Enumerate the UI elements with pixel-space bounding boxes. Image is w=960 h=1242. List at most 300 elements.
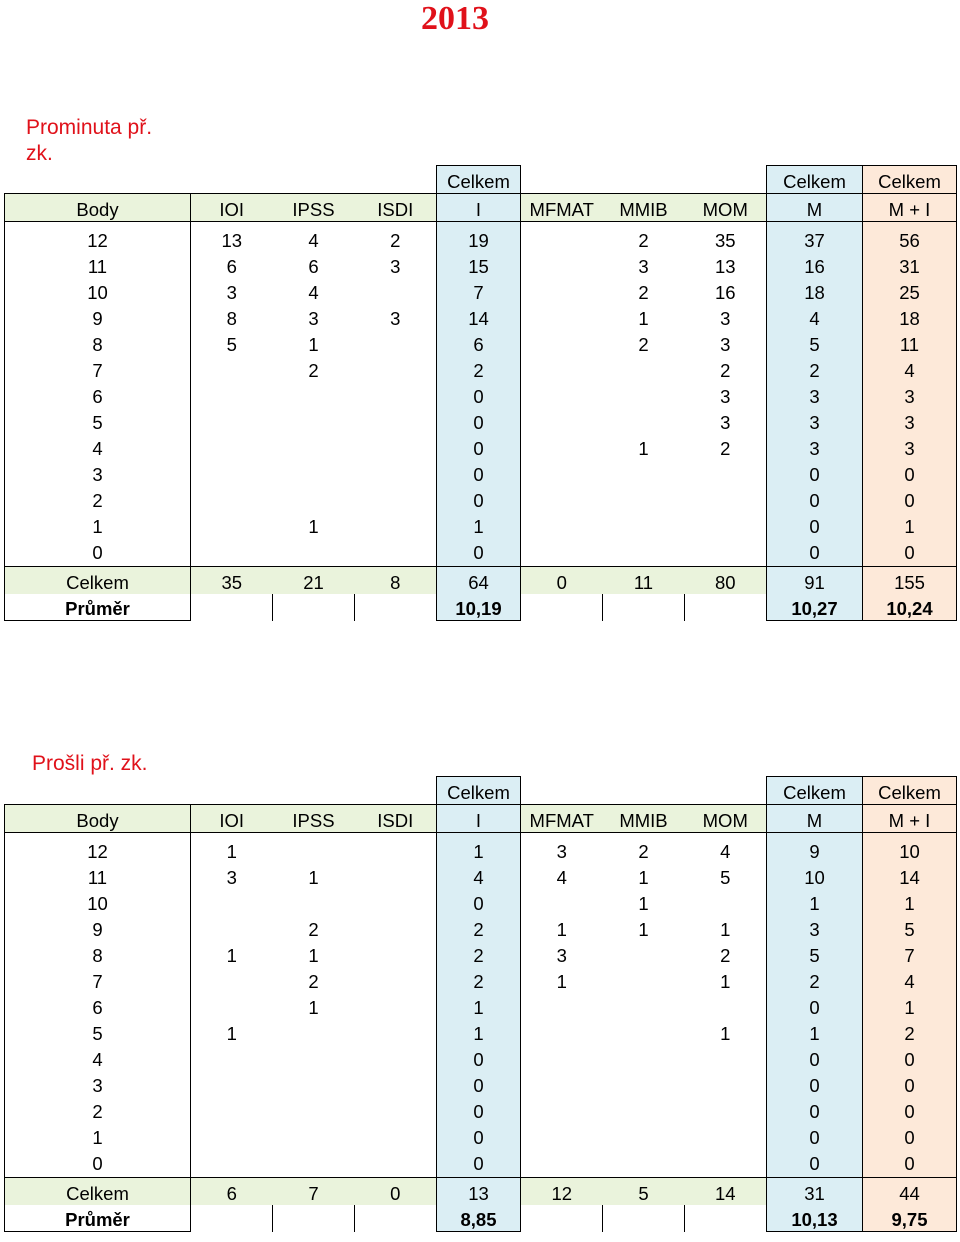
table-row-cell [603,514,685,540]
table-row-cell: 0 [437,1125,521,1151]
table-prosli [4,776,957,1232]
table-row-cell [603,1125,685,1151]
table-row [5,514,957,540]
table-row-cell [191,436,273,462]
table-row-cell [685,1073,767,1099]
total-row-cell: 5 [603,1178,685,1206]
table-row-cell: 3 [720,386,731,407]
table-row-cell: 1 [863,891,957,917]
table-row [5,943,957,969]
table-row-cell [355,943,437,969]
table-row-cell: 3 [5,462,191,488]
table-prominuta [4,165,957,621]
table-row-cell [355,839,437,865]
header-row [5,805,957,833]
header-row-top-cell [5,777,191,805]
average-row-cell [603,1205,685,1232]
table-row-cell: 5 [863,917,957,943]
table-row-cell: 3 [720,412,731,433]
table-row [5,410,957,436]
table-row-cell [273,1125,355,1151]
table-row [5,358,957,384]
table-row-cell [603,1021,685,1047]
table-row-cell [191,1099,273,1125]
header-row-top-cell [521,166,603,194]
table-row-cell: 1 [638,438,649,459]
table-row-cell [355,488,437,514]
table-row-cell [603,943,685,969]
table-row-cell: 1 [638,893,649,914]
header-row [5,194,957,222]
table-row-cell: 0 [437,1073,521,1099]
header-row-top [5,777,957,805]
table-row-cell: 4 [308,282,319,303]
total-row-cell: 35 [191,567,273,595]
header-row-cell: M + I [863,194,957,222]
table-row-cell: 1 [863,995,957,1021]
table-row-cell: 18 [863,306,957,332]
table-row-cell: 7 [863,943,957,969]
table-row-cell [521,280,603,306]
table-row-cell: 0 [437,410,521,436]
table-row-cell: 56 [863,228,957,254]
table-row [5,1073,957,1099]
table-row [5,995,957,1021]
table-row-cell: 5 [5,1021,191,1047]
table-row-cell [521,891,603,917]
table-row-cell: 1 [767,1021,863,1047]
header-row-cell: I [437,194,521,222]
table-row-cell: 1 [437,839,521,865]
table-row-cell: 0 [437,488,521,514]
header-row-cell: Body [5,805,191,833]
table-row-cell: 0 [863,1099,957,1125]
total-row-cell: 6 [191,1178,273,1206]
header-row-top-cell [685,166,767,194]
table-row [5,1021,957,1047]
header-row-top-cell [5,166,191,194]
total-row [5,1178,957,1206]
average-row-cell [355,594,437,621]
table-row-cell [521,436,603,462]
table-row-cell: 0 [863,1125,957,1151]
table-row-cell: 0 [437,540,521,567]
table-row-cell: 0 [863,462,957,488]
header-row-top-cell: Celkem [863,166,957,194]
table-row [5,254,957,280]
table-row-cell: 0 [863,1073,957,1099]
total-row-cell: 12 [521,1178,603,1206]
table-row-cell: 2 [308,919,319,940]
table-row-cell: 12 [5,228,191,254]
header-row-top-cell [355,777,437,805]
table-row-cell [685,1047,767,1073]
table-row-cell: 5 [5,410,191,436]
table-row-cell: 2 [720,360,731,381]
table-row-cell [355,969,437,995]
table-row-cell [355,514,437,540]
table-row-cell: 9 [767,839,863,865]
table-row-cell [685,514,767,540]
table-row-cell: 3 [767,917,863,943]
average-row-cell: 10,24 [863,594,957,621]
table-row-cell [685,540,767,567]
table-row-cell: 4 [5,1047,191,1073]
total-row-cell: 31 [767,1178,863,1206]
total-row [5,567,957,595]
table-row-cell: 3 [863,436,957,462]
table-row-cell [521,1151,603,1178]
table-row-cell: 3 [863,410,957,436]
table-row-cell: 1 [556,919,567,940]
table-row-cell: 11 [863,332,957,358]
table-row-cell [273,462,355,488]
total-row-cell: 8 [355,567,437,595]
table-row-cell [355,995,437,1021]
header-row-top-cell [191,166,273,194]
table-row-cell: 1 [5,1125,191,1151]
table-row-cell: 3 [556,945,567,966]
table-row [5,1125,957,1151]
average-row-cell [191,1205,273,1232]
average-row-cell [355,1205,437,1232]
section-title-prominuta: Prominuta př. zk. [26,116,153,165]
header-row-top-cell: Celkem [863,777,957,805]
table-row-cell: 2 [5,1099,191,1125]
table-row-cell: 5 [720,867,731,888]
table-row-cell [355,332,437,358]
table-row-cell: 2 [720,945,731,966]
total-row-cell: 80 [685,567,767,595]
table-row-cell: 6 [226,256,237,277]
table-row [5,839,957,865]
header-row-top-cell [603,777,685,805]
total-row-cell: 44 [863,1178,957,1206]
table-row-cell: 0 [767,488,863,514]
total-row-cell: 155 [863,567,957,595]
table-row-cell: 5 [767,332,863,358]
table-row-cell: 2 [767,358,863,384]
average-row-cell: 9,75 [863,1205,957,1232]
table-row [5,488,957,514]
total-row-cell: Celkem [5,1178,191,1206]
table-row-cell: 2 [437,943,521,969]
table-row [5,891,957,917]
table-row-cell: 2 [863,1021,957,1047]
table-row-cell [191,358,273,384]
total-row-cell: 0 [355,1178,437,1206]
table-row-cell: 2 [638,841,649,862]
header-row-top-cell: Celkem [437,166,521,194]
table-row-cell: 5 [767,943,863,969]
header-row-cell: ISDI [355,805,437,833]
table-row-cell: 0 [437,384,521,410]
table-row-cell: 6 [5,384,191,410]
table-row-cell: 0 [863,540,957,567]
average-row [5,594,957,621]
average-row-cell: Průměr [5,1205,191,1232]
table-row-cell [521,1073,603,1099]
total-row-cell: 91 [767,567,863,595]
table-row-cell: 3 [390,308,401,329]
header-row-top-cell: Celkem [767,777,863,805]
table-row [5,1151,957,1178]
table-row-cell: 4 [5,436,191,462]
table-row-cell: 9 [5,306,191,332]
header-row-top-cell [603,166,685,194]
table-row-cell [273,410,355,436]
table-row-cell: 1 [437,514,521,540]
table-row-cell: 3 [556,841,567,862]
table-row-cell [273,1099,355,1125]
table-row-cell: 1 [863,514,957,540]
table-row-cell: 25 [863,280,957,306]
table-row-cell: 2 [638,230,649,251]
table-row-cell: 16 [714,282,736,303]
table-row-cell [191,514,273,540]
table-row-cell [603,995,685,1021]
header-row-cell: Body [5,194,191,222]
header-row-cell: MOM [685,194,767,222]
table-row-cell [521,1021,603,1047]
table-row-cell [355,1021,437,1047]
header-row-cell: I [437,805,521,833]
table-row [5,332,957,358]
average-row-cell [273,1205,355,1232]
table-row-cell [521,1125,603,1151]
page-title: 2013 [421,0,489,37]
total-row-cell: 11 [603,567,685,595]
total-row-cell: 21 [273,567,355,595]
table-row-cell [355,1099,437,1125]
table-row-cell: 2 [638,334,649,355]
table-row-cell: 0 [767,1125,863,1151]
table-row-cell: 0 [767,1099,863,1125]
table-row-cell: 2 [308,971,319,992]
table-row-cell: 10 [5,280,191,306]
table-row [5,462,957,488]
table-row-cell: 2 [437,917,521,943]
table-row-cell: 5 [226,334,237,355]
table-row-cell: 1 [226,841,237,862]
table-row-cell: 1 [720,919,731,940]
table-row-cell: 19 [437,228,521,254]
table-row-cell: 0 [5,540,191,567]
table-row-cell [355,1047,437,1073]
total-row-cell: 7 [273,1178,355,1206]
table-row-cell [273,436,355,462]
table-row-cell [191,488,273,514]
table-row-cell [191,540,273,567]
table-row-cell: 3 [720,308,731,329]
table-row-cell: 2 [638,282,649,303]
table-row-cell: 4 [767,306,863,332]
table-row-cell [603,1151,685,1178]
average-row-cell [685,594,767,621]
header-row-top-cell [273,777,355,805]
table-row-cell [355,462,437,488]
table-row-cell: 14 [437,306,521,332]
table-row-cell: 4 [863,358,957,384]
table-row-cell [273,1021,355,1047]
average-row-cell: 10,19 [437,594,521,621]
table-row-cell [685,462,767,488]
table-row-cell: 8 [226,308,237,329]
table-row-cell [603,1073,685,1099]
table-row-cell [521,488,603,514]
table-row-cell: 14 [863,865,957,891]
header-row-cell: IPSS [273,194,355,222]
table-row-cell [355,891,437,917]
table-row-cell [191,1073,273,1099]
total-row-cell: 0 [521,567,603,595]
table-row-cell [521,358,603,384]
table-row-cell: 0 [767,462,863,488]
table-row-cell [355,436,437,462]
header-row-top-cell [355,166,437,194]
table-row-cell: 0 [767,514,863,540]
table-row [5,1099,957,1125]
table-row-cell: 3 [767,384,863,410]
table-row-cell: 1 [556,971,567,992]
table-row-cell [521,540,603,567]
table-row-cell: 1 [720,971,731,992]
table-row-cell: 3 [863,384,957,410]
table-row-cell: 1 [226,1023,237,1044]
table-row-cell [191,969,273,995]
table-row-cell [685,995,767,1021]
average-row-cell: Průměr [5,594,191,621]
table-row-cell [685,891,767,917]
table-row-cell [355,1125,437,1151]
header-row-cell: ISDI [355,194,437,222]
table-row-cell [521,332,603,358]
table-row-cell: 4 [720,841,731,862]
table-row-cell [603,358,685,384]
header-row-cell: MFMAT [521,194,603,222]
table-row-cell: 2 [720,438,731,459]
table-row-cell: 0 [437,1151,521,1178]
header-row-top-cell [685,777,767,805]
table-row [5,384,957,410]
table-row-cell: 2 [437,969,521,995]
table-row-cell [273,488,355,514]
table-row-cell [355,540,437,567]
table-row-cell [355,865,437,891]
total-row-cell: 14 [685,1178,767,1206]
table-row-cell [273,839,355,865]
table-row-cell: 3 [767,436,863,462]
table-row-cell: 3 [767,410,863,436]
table-row-cell [603,462,685,488]
table-row-cell: 4 [308,230,319,251]
average-row [5,1205,957,1232]
table-row-cell: 11 [5,254,191,280]
table-row-cell: 1 [437,995,521,1021]
header-row-cell: M + I [863,805,957,833]
table-row-cell: 31 [863,254,957,280]
header-row-top-cell: Celkem [437,777,521,805]
average-row-cell [273,594,355,621]
table-row-cell [685,1099,767,1125]
table-row-cell: 1 [638,867,649,888]
table-row-cell: 12 [5,839,191,865]
table-row-cell: 3 [390,256,401,277]
table-row [5,1047,957,1073]
table-row-cell: 0 [437,436,521,462]
table-row-cell: 0 [437,891,521,917]
table-row-cell: 1 [226,945,237,966]
table-row-cell: 3 [638,256,649,277]
header-row-top-cell [273,166,355,194]
table-row [5,540,957,567]
table-row-cell [685,488,767,514]
table-row-cell: 9 [5,917,191,943]
average-row-cell: 10,13 [767,1205,863,1232]
table-row [5,280,957,306]
table-row-cell: 0 [5,1151,191,1178]
table-row-cell: 6 [5,995,191,1021]
table-row-cell: 1 [437,1021,521,1047]
table-row [5,969,957,995]
table-row-cell: 3 [720,334,731,355]
table-row-cell: 0 [767,1047,863,1073]
table-row [5,228,957,254]
table-row-cell [273,384,355,410]
table-row-cell: 0 [863,1151,957,1178]
table-row-cell: 18 [767,280,863,306]
table-row-cell [355,917,437,943]
table-row-cell: 4 [437,865,521,891]
table-row-cell: 3 [226,282,237,303]
header-row-cell: IPSS [273,805,355,833]
table-row-cell: 0 [767,1073,863,1099]
table-row-cell: 4 [863,969,957,995]
table-row-cell: 2 [308,360,319,381]
table-row-cell: 1 [720,1023,731,1044]
table-row-cell [685,1125,767,1151]
table-row-cell: 2 [5,488,191,514]
total-row-cell: 13 [437,1178,521,1206]
table-row-cell [355,280,437,306]
table-row-cell [521,1047,603,1073]
table-row-cell: 0 [767,540,863,567]
header-row-top-cell [191,777,273,805]
table-row-cell [191,995,273,1021]
table-row-cell: 1 [308,867,319,888]
header-row-cell: M [767,194,863,222]
table-row-cell: 2 [390,230,401,251]
table-row-cell: 3 [308,308,319,329]
table-row-cell [603,1099,685,1125]
table-row-cell: 10 [5,891,191,917]
table-row-cell [191,1151,273,1178]
table-row-cell [603,384,685,410]
average-row-cell [685,1205,767,1232]
table-row-cell: 3 [226,867,237,888]
table-row-cell: 13 [221,230,243,251]
table-row [5,865,957,891]
header-row-cell: MMIB [603,805,685,833]
table-row-cell [355,1151,437,1178]
average-row-cell: 10,27 [767,594,863,621]
table-row-cell: 6 [308,256,319,277]
header-row-cell: IOI [191,194,273,222]
table-row-cell: 7 [5,358,191,384]
table-row-cell [273,1047,355,1073]
table-row-cell: 35 [714,230,736,251]
table-row-cell: 10 [863,839,957,865]
